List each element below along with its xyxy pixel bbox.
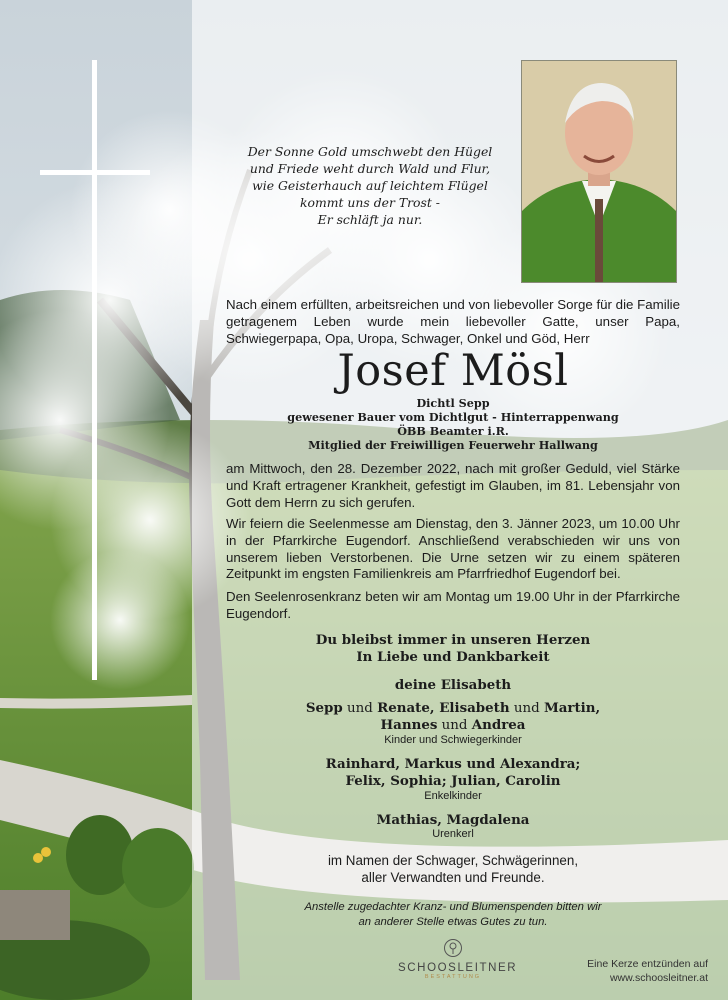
child-name: Martin,	[543, 700, 601, 716]
grandchildren-line: Rainhard, Markus und Alexandra;	[325, 756, 581, 772]
great-grandchildren-label: Urenkerl	[432, 828, 474, 840]
donation-line: an anderer Stelle etwas Gutes zu tun.	[358, 916, 548, 928]
candle-link[interactable]	[587, 957, 708, 985]
title-line: gewesener Bauer vom Dichtlgut - Hinterrappenwang	[287, 410, 619, 424]
mourner-relatives	[226, 852, 680, 886]
mourner-grandchildren	[226, 756, 680, 790]
poem-line: Der Sonne Gold umschwebt den Hügel	[247, 144, 493, 159]
connector: und	[342, 701, 378, 716]
wish-line: Du bleibst immer in unseren Herzen	[315, 632, 591, 648]
grandchildren-line: Felix, Sophia; Julian, Carolin	[345, 773, 561, 789]
portrait-photo	[521, 60, 677, 283]
title-line: ÖBB Beamter i.R.	[397, 424, 509, 438]
death-notice: am Mittwoch, den 28. Dezember 2022, nach mit großer Geduld, viel Stärke und Kraft ertragener Krankheit, gefestigt im Glauben, im 81. Lebensjahr von Gott dem Herrn zu sich gerufen.	[226, 461, 680, 510]
deceased-titles	[226, 396, 680, 452]
rosary-text: Den Seelenrosenkranz beten wir am Montag um 19.00 Uhr in der Pfarrkirche Eugendorf.	[226, 589, 680, 621]
poem-line: und Friede weht durch Wald und Flur,	[249, 161, 491, 176]
portrait-image	[522, 61, 676, 282]
poem-line: Er schläft ja nur.	[317, 212, 423, 227]
grandchildren-label: Enkelkinder	[424, 790, 482, 802]
logo-subtitle: BESTATTUNG	[424, 974, 482, 980]
funeral-mass-text: Wir feiern die Seelenmesse am Dienstag, den 3. Jänner 2023, um 10.00 Uhr in der Pfarrkirche Eugendorf. Anschließend verabschieden wir uns von unserem lieben Verstorbenen. Die Urne setzen wir zu einem späteren Zeitpunkt im engsten Familienkreis am Pfarrfriedhof Eugendorf bei.	[226, 516, 680, 582]
relatives-line: im Namen der Schwager, Schwägerinnen,	[327, 853, 579, 868]
poem-line: wie Geisterhauch auf leichtem Flügel	[252, 178, 488, 193]
mourner-wife: deine Elisabeth	[394, 677, 512, 693]
mourner-children	[226, 700, 680, 734]
title-line: Dichtl Sepp	[416, 396, 490, 410]
farewell-wish	[226, 632, 680, 666]
poem	[220, 143, 520, 228]
candle-text: Eine Kerze entzünden auf	[587, 958, 708, 970]
relatives-line: aller Verwandten und Freunde.	[361, 870, 545, 885]
deceased-name: Josef Mösl	[337, 346, 569, 396]
connector: ,	[429, 700, 440, 716]
mourner-great-grandchildren: Mathias, Magdalena	[376, 812, 530, 828]
children-label: Kinder und Schwiegerkinder	[384, 734, 522, 746]
connector: und	[509, 701, 544, 716]
funeral-home-logo	[398, 938, 518, 980]
donation-note	[226, 900, 680, 930]
child-name: Elisabeth	[439, 700, 510, 716]
website-link[interactable]: www.schoosleitner.at	[609, 972, 708, 984]
child-name: Hannes	[380, 717, 438, 733]
title-line: Mitglied der Freiwilligen Feuerwehr Hallwang	[308, 438, 598, 452]
intro-text: Nach einem erfüllten, arbeitsreichen und von liebevoller Sorge für die Familie getragenem Leben wurde mein liebevoller Gatte, unser Papa, Schwiegerpapa, Opa, Uropa, Schwager, Onkel und Göd, Herr	[226, 297, 680, 346]
donation-line: Anstelle zugedachter Kranz- und Blumenspenden bitten wir	[304, 901, 602, 913]
child-name: Renate	[377, 700, 430, 716]
rose-icon	[443, 938, 463, 958]
connector: und	[437, 718, 472, 733]
wish-line: In Liebe und Dankbarkeit	[356, 649, 550, 665]
logo-name: SCHOOSLEITNER	[398, 962, 518, 974]
poem-line: kommt uns der Trost -	[300, 195, 440, 210]
child-name: Andrea	[471, 717, 526, 733]
child-name: Sepp	[305, 700, 343, 716]
